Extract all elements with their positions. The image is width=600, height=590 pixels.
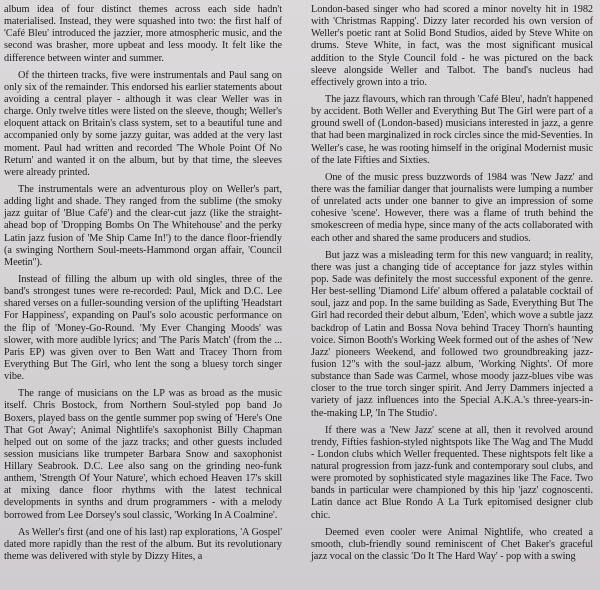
paragraph: Instead of filling the album up with old singles, three of the band's strongest tunes were re-recorded: Paul, Mick and D.C. Lee shared verses on a fuller-sounding version of the uplifting 'Headstart For Happiness', expanding on Paul's solo acoustic performance on the flip of 'Money-Go-Round. 'My Ever Changing Moods' was slower, with more audible lyrics; and 'The Paris Match' (from the ... Paris EP) was given over to Ben Watt and Tracey Thorn from Everything But The Girl, who lent the song a bluesy torch singer vibe. [4,273,282,383]
paragraph: The jazz flavours, which ran through 'Café Bleu', hadn't happened by accident. Both Weller and Everything But The Girl were part of a ground swell of (London-based) musicians interested in jazz, a genre that had been marginalized in rock circles since the mid-Seventies. In Weller's case, he was rooting himself in the original Modernist music of the late Fifties and Sixties. [311,93,593,166]
paragraph: As Weller's first (and one of his last) rap explorations, 'A Gospel' dated more rapidly than the rest of the album. But its revolutionary theme was delivered with style by Dizzy Hites, a [4,526,282,563]
paragraph: Of the thirteen tracks, five were instrumentals and Paul sang on only six of the remainder. This endorsed his earlier statements about avoiding a central player - although it was clear Weller was in charge. Only twelve titles were listed on the sleeve, though; Weller's eloquent attack on Britain's class system, set to a beautiful tune and accompanied only by some jazzy guitar, was added at the very last moment. Paul had written and recorded 'The Whole Point Of No Return' and wanted it on the album, but by that time, the sleeves were already printed. [4,69,282,178]
paragraph: album idea of four distinct themes across each side hadn't materialised. Instead, they were squashed into two: the first half of 'Café Bleu' introduced the jazzier, more atmospheric music, and the second was brasher, more upbeat and less moody. It felt like the difference between winter and summer. [4,4,282,64]
right-text-column [311,4,593,563]
paragraph: One of the music press buzzwords of 1984 was 'New Jazz' and there was the familiar danger that journalists were lumping a number of unrelated acts under one banner to give an impression of some cohesive 'scene'. However, there was a flame of truth behind the smokescreen of media hype, since many of the acts collaborated with each other and shared the same producers and studios. [311,171,593,244]
paragraph: London-based singer who had scored a minor novelty hit in 1982 with 'Christmas Rapping'. Dizzy later recorded his own version of Weller's poetic rant at Solid Bond Studios, aided by Steve White on drums. Steve White, in fact, was the most significant musical addition to the Style Council fold - he was pictured on the back sleeve alongside Weller and Talbot. The band's nucleus had effectively grown into a trio. [311,4,593,88]
paragraph: Deemed even cooler were Animal Nightlife, who created a smooth, club-friendly sound reminiscent of Chet Baker's graceful jazz vocal on the classic 'Do It The Hard Way' - pop with a swing [311,526,593,563]
paragraph: But jazz was a misleading term for this new vanguard; in reality, there was just a changing tide of acceptance for jazz styles within pop. Sade was definitely the most successful exponent of the genre. Her best-selling 'Diamond Life' album offered a palatable cocktail of soul, jazz and pop. In the same building as Sade, Everything But The Girl had recorded their debut album, 'Eden', which wove a subtle jazz backdrop of Latin and Bossa Nova behind Tracey Thorn's haunting voice. Simon Booth's Working Week formed out of the ashes of 'New Jazz' pioneers Weekend, and followed two groundbreaking jazz-fusion 12"s with the soul-jazz album, 'Working Nights'. Of more substance than Sade was Carmel, whose moody jazz-blues vibe was closer to the true torch singer spirit. And Jerry Dammers injected a variety of jazz influences into the Special A.K.A.'s three-years-in-the-making LP, 'In The Studio'. [311,249,593,419]
paragraph: The range of musicians on the LP was as broad as the music itself. Chris Bostock, from Northern Soul-styled pop band Jo Boxers, played bass on the gentle summer pop swing of 'Here's One That Got Away'; Animal Nightlife's saxophonist Billy Chapman helped out on some of the jazz tracks; and other guests included session musicians like trumpeter Barbara Snow and saxophonist Hillary Seabrook. D.C. Lee also sang on the grinding neo-funk anthem, 'Strength Of Your Nature', which echoed Heaven 17's skill at mixing dance floor rhythms with the latest technical developments in synths and drum programmers - with a melody borrowed from Lee Dorsey's soul classic, 'Working In A Coalmine'. [4,388,282,521]
paragraph: If there was a 'New Jazz' scene at all, then it revolved around trendy, Fifties fashion-styled nightspots like The Wag and The Mudd - London clubs which Weller frequented. These nightspots felt like a natural progression from jazz-funk and contemporary soul clubs, and were promoted by sophisticated style magazines like The Face. Two bands in particular were championed by this hip 'jazz' cognoscenti. Latin dance act Blue Rondo A La Turk epitomised designer club chic. [311,424,593,521]
paragraph: The instrumentals were an adventurous ploy on Weller's part, adding light and shade. They ranged from the sublime (the smoky jazz guitar of 'Blue Café') and the clear-cut jazz (like the straight-ahead bop of 'Dropping Bombs On The Whitehouse' and the perky Latin jazz fusion of 'Me Ship Came In!') to the dance floor-friendly (a swinging Northern Soul-meets-Hammond organ affair, 'Council Meetin''). [4,183,282,268]
left-text-column [4,4,282,563]
